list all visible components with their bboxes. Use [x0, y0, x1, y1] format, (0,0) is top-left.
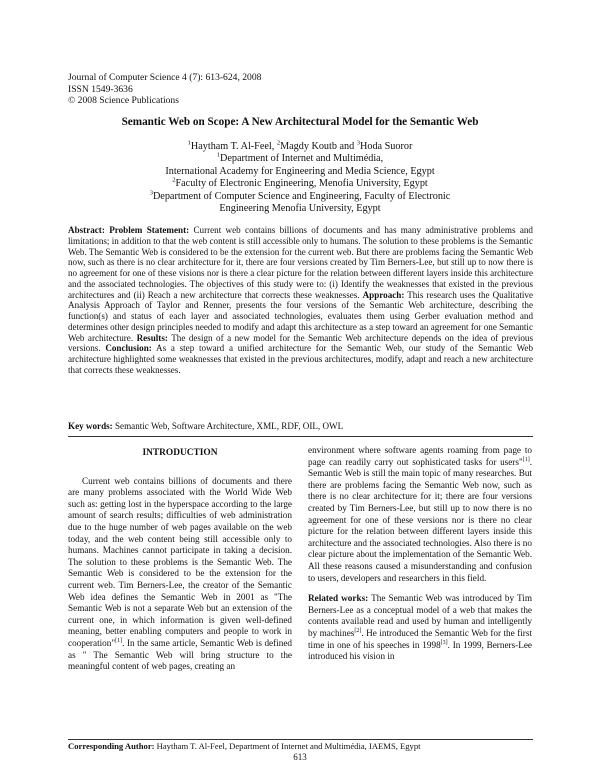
corresponding-author [68, 741, 538, 751]
keywords-label: Key words: [68, 421, 113, 431]
column-right [308, 445, 532, 663]
citation: [3] [440, 639, 448, 646]
author-sup: 2 [276, 139, 281, 147]
author-sup: 1 [187, 139, 191, 147]
related-works-text: . In 1999, Berners-Lee introduced his vision in [308, 639, 532, 662]
page-number: 613 [293, 752, 307, 762]
intro-paragraph [68, 476, 292, 673]
affiliation-text: Department of Internet and Multimédia, [220, 153, 384, 165]
results-label: Results: [136, 332, 168, 343]
intro-text: environment where software agents roaming from page to page can readily carry out sophisticated tasks for users" [308, 445, 532, 467]
abstract [68, 225, 533, 376]
affiliation-2 [120, 178, 480, 190]
citation: [2] [354, 627, 362, 634]
affiliation-text: Faculty of Electronic Engineering, Menofia University, Egypt [175, 178, 428, 190]
column-left [68, 448, 292, 673]
author-sup: 3 [356, 139, 360, 147]
results-text: The design of a new model for the Semantic Web architecture depends on the idea of previous versions. [68, 332, 533, 354]
problem-statement-label: Problem Statement: [109, 225, 190, 235]
conclusion-text: As a step toward a unified architecture for the Semantic Web, our study of the Semantic Web architecture highlighted some weaknesses that existed in the previous architectures, modify, adapt and reach a new architecture that corrects these weaknesses. [68, 343, 534, 375]
citation: [1] [115, 637, 123, 644]
journal-header [68, 72, 261, 107]
problem-statement-text: Current web contains billions of documents and has many administrative problems and limitations; in addition to that the web content is still accessible only to humans. The solution to these problems is the Semantic Web. The Semantic Web is considered to be the extension for the current web. But there are problems facing the Semantic Web now, such as there is no clear architecture for it, there are four versions created by Tim Berners-Lee, but still up to now there is no agreement for one of these visions nor is there a clear picture for the relation between different layers inside this architecture and the associated technologies. The objectives of this study were to: (i) Identify the weaknesses that existed in the previous architectures and (ii) Reach a new architecture that corrects these weaknesses. [68, 225, 533, 300]
abstract-label: Abstract: [68, 225, 105, 235]
paper-title: Semantic Web on Scope: A New Architectural Model for the Semantic Web [121, 116, 479, 128]
intro-text-cont: . Semantic Web is still the main topic of many researches. But there are problems facing the Semantic Web now, such as there is no clear architecture for it; there are four versions created by Tim Berners-Lee, but still up to now there is no agreement for one of these versions nor is there no clear picture for the relation between different layers inside this architecture and the associated technologies. Also there is no clear picture about the implementation of the Semantic Web. All these reasons caused a misunderstanding and confusion to users, developers and researchers in this field. [308, 456, 532, 583]
author-2: Magdy Koutb and [280, 141, 357, 152]
affiliation-3-cont: Engineering Menofia University, Egypt [219, 203, 381, 215]
intro-text: Current web contains billions of documents and there are many problems associated with the World Wide Web such as: getting lost in the hyperspace according to the large amount of search results; difficulties of web administration due to the huge number of web pages available on the web today, and the web content being still accessible only to humans. Machines cannot participate in taking a decision. The solution to these problems is the Semantic Web. The Semantic Web is considered to be the extension for the current web. Tim Berners-Lee, the creator of the Semantic Web idea defines the Semantic Web in 2001 as "The Semantic Web is not a separate Web but an extension of the current one, in which information is given well-defined meaning, better enabling computers and people to work in cooperation" [68, 475, 292, 648]
citation: [1] [522, 456, 530, 463]
keywords-divider [68, 436, 533, 437]
approach-label: Approach: [362, 289, 405, 300]
author-1: Haytham T. Al-Feel, [190, 141, 277, 152]
corresponding-author-label: Corresponding Author: [68, 741, 155, 751]
keywords-text: Semantic Web, Software Architecture, XML, RDF, OIL, OWL [112, 421, 344, 431]
intro-paragraph-cont [308, 445, 532, 584]
conclusion-label: Conclusion: [105, 343, 152, 354]
intro-text-cont: . In the same article, Semantic Web is defined as " The Semantic Web will bring structure to the meaningful content of web pages, creating an [68, 637, 292, 672]
affiliation-sup: 2 [172, 176, 176, 184]
author-names [120, 141, 480, 153]
author-3: Hoda Suoror [360, 141, 413, 152]
affiliation-3 [120, 191, 480, 203]
related-works-text: The Semantic Web was introduced by Tim Berners-Lee as a conceptual model of a web that makes the contents available read and used by human and intelligently by machines [308, 593, 532, 638]
affiliation-1-cont: International Academy for Engineering and Media Science, Egypt [165, 165, 435, 177]
journal-copyright: © 2008 Science Publications [68, 95, 179, 107]
intro-heading: INTRODUCTION [142, 448, 218, 458]
related-works-label: Related works: [308, 593, 369, 604]
affiliation-sup: 1 [216, 152, 220, 160]
related-works-paragraph [308, 593, 532, 663]
related-works-text: . He introduced the Semantic Web for the first time in one of his speeches in 1998 [308, 627, 532, 650]
footer-divider [68, 739, 533, 740]
author-block [120, 141, 480, 215]
keywords [68, 421, 533, 431]
affiliation-sup: 3 [149, 189, 153, 197]
journal-issn: ISSN 1549-3636 [68, 83, 133, 95]
approach-text: This research uses the Qualitative Analysis Approach of Taylor and Renner, presents the four versions of the Semantic Web architecture, describing the function(s) and status of each layer and associated technologies, evaluates them using Gerber evaluation method and determines other design principles needed to modify and adapt this architecture as a step toward an agreement for one Semantic Web architecture. [68, 289, 533, 343]
affiliation-1 [120, 153, 480, 165]
journal-citation: Journal of Computer Science 4 (7): 613-624, 2008 [68, 72, 262, 83]
corresponding-author-text: Haytham T. Al-Feel, Department of Internet and Multimédia, IAEMS, Egypt [154, 741, 421, 751]
affiliation-text: Department of Computer Science and Engineering, Faculty of Electronic [152, 190, 451, 202]
